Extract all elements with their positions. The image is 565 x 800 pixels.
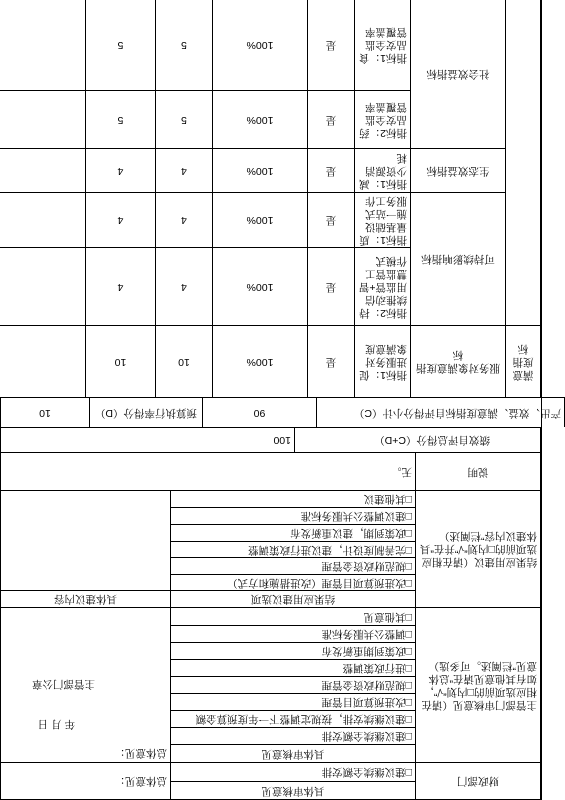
budget-execution-label: 预算执行率得分（D） — [89, 397, 202, 427]
group-satisfaction: 满意度指标 — [505, 325, 541, 397]
indicator-score: 10 — [85, 325, 155, 397]
indicator-remark — [0, 90, 85, 148]
indicator-remark — [0, 325, 85, 397]
finance-label: 财政部门 — [415, 762, 541, 800]
indicator-remark — [0, 0, 85, 90]
indicator-name: 指标1：食品安全监管覆盖率 — [354, 0, 410, 90]
indicator-met: 是 — [307, 0, 354, 90]
indicator-score: 5 — [85, 90, 155, 148]
indicator-weight: 4 — [155, 247, 212, 325]
indicator-score: 5 — [85, 0, 155, 90]
application-options-header: 结果应用建议选项 — [170, 590, 415, 607]
indicator-met: 是 — [307, 90, 354, 148]
explanation-value: 无。 — [0, 452, 415, 490]
indicator-name: 指标1：减少资源消耗 — [354, 148, 410, 192]
budget-execution-value: 10 — [0, 397, 89, 427]
group-benefit — [505, 0, 541, 325]
application-option-1[interactable]: □改进预算项目管理（改进措施和方式） — [170, 574, 415, 590]
indicator-remark — [0, 148, 85, 192]
indicator-met: 是 — [307, 247, 354, 325]
indicator-remark — [0, 247, 85, 325]
explanation-label: 说明 — [415, 452, 541, 490]
indicator-score: 4 — [85, 192, 155, 247]
dept-option-7[interactable]: □调整公共服务标准 — [170, 625, 415, 642]
category-satisfaction: 服务对象满意度指标 — [410, 325, 505, 397]
indicator-name: 指标2：持续推动信用监管+智慧监管工作模式 — [354, 247, 410, 325]
dept-option-3[interactable]: □改进预算项目管理 — [170, 693, 415, 710]
indicator-rate: 100% — [212, 0, 307, 90]
application-content-value[interactable] — [0, 490, 170, 590]
dept-option-6[interactable]: □政策到期重新发布 — [170, 642, 415, 659]
indicator-weight: 10 — [155, 325, 212, 397]
finance-specific-header: 具体审核意见 — [170, 781, 415, 800]
application-option-2[interactable]: □规范财政资金管理 — [170, 557, 415, 574]
total-score-label: 绩效自评总得分（C+D） — [294, 427, 541, 452]
indicator-met: 是 — [307, 192, 354, 247]
category-ecological: 生态效益指标 — [410, 148, 505, 192]
indicator-met: 是 — [307, 148, 354, 192]
dept-option-8[interactable]: □其他意见 — [170, 607, 415, 625]
dept-option-1[interactable]: □建议继续全额安排 — [170, 727, 415, 744]
application-option-3[interactable]: □完善制度设计，建议进行政策调整 — [170, 541, 415, 557]
indicator-rate: 100% — [212, 90, 307, 148]
total-score-value: 100 — [0, 427, 294, 452]
indicator-remark — [0, 192, 85, 247]
indicator-score: 4 — [85, 247, 155, 325]
dept-specific-header: 具体审核意见 — [170, 744, 415, 762]
dept-option-2[interactable]: □建议继续安排，按规定调整下一年度预算金额 — [170, 710, 415, 727]
indicator-name: 指标2：药品安全监管覆盖率 — [354, 90, 410, 148]
indicator-weight: 4 — [155, 148, 212, 192]
subtotal-value: 90 — [202, 397, 316, 427]
indicator-rate: 100% — [212, 247, 307, 325]
indicator-name: 指标1：质量基础设施一站式服务工作 — [354, 192, 410, 247]
subtotal-label: 产出、效益、满意度指标自评得分小计（C） — [316, 397, 565, 427]
indicator-name: 指标1：促进服务对象满意度 — [354, 325, 410, 397]
indicator-weight: 5 — [155, 90, 212, 148]
application-option-4[interactable]: □政策到期，建议重新发布 — [170, 524, 415, 541]
application-content-header: 具体建议内容 — [0, 590, 170, 607]
application-option-5[interactable]: □建议调整公共服务标准 — [170, 507, 415, 524]
category-sustainable: 可持续影响指标 — [410, 192, 505, 325]
indicator-met: 是 — [307, 325, 354, 397]
indicator-weight: 4 — [155, 192, 212, 247]
application-option-6[interactable]: □其他建议 — [170, 490, 415, 507]
finance-option-1[interactable]: □建议继续全额安排 — [170, 762, 415, 781]
result-application-label: 结果应用建议（请在相应选项前的□内划“√”并在“具体建议内容”栏阐述） — [415, 490, 541, 607]
indicator-rate: 100% — [212, 192, 307, 247]
dept-date-label: 年 月 日 — [37, 718, 75, 730]
dept-overall-header: 总体意见： — [0, 607, 170, 762]
dept-review-label: 主管部门审核意见（请在相应选项前的□内划“√”，如有其他意见请在“总体意见”栏阐述。可多选） — [415, 607, 541, 762]
dept-option-5[interactable]: □进行政策调整 — [170, 659, 415, 676]
dept-seal-label: 主管部门公章 — [32, 678, 95, 690]
indicator-rate: 100% — [212, 148, 307, 192]
category-social: 社会效益指标 — [410, 0, 505, 148]
dept-option-4[interactable]: □规范财政资金管理 — [170, 676, 415, 693]
indicator-weight: 5 — [155, 0, 212, 90]
indicator-rate: 100% — [212, 325, 307, 397]
finance-overall-header: 总体意见： — [0, 762, 170, 800]
indicator-score: 4 — [85, 148, 155, 192]
